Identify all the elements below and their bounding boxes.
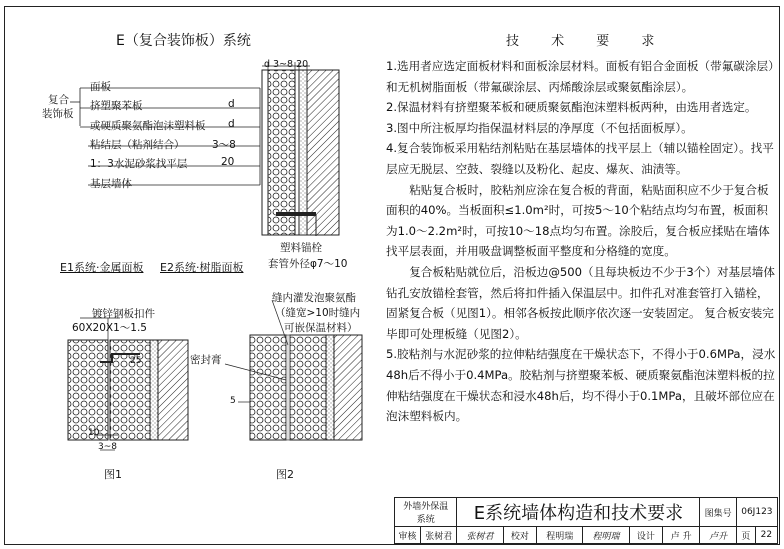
layer-name: 挤塑聚苯板 — [90, 100, 143, 112]
tech-item: 3.图中所注板厚均指保温材料层的净厚度（不包括面板厚）。 — [386, 120, 693, 135]
layer-name: 粘结层（粘剂结合） — [90, 139, 185, 151]
category-cell — [395, 498, 457, 527]
design-label: 设计 — [629, 527, 662, 544]
page-number: 22 — [755, 527, 777, 544]
layer-name: 或硬质聚氨酯泡沫塑料板 — [90, 120, 206, 132]
fig1-dim-25: 25 — [130, 356, 142, 366]
fig1-caption: 图1 — [104, 468, 122, 481]
fig1-dim-3-8: 3~8 — [98, 442, 117, 452]
checker-signature: 程明瑞 — [583, 527, 629, 544]
legend-leader-lines — [70, 88, 260, 185]
reviewer-name: 张树君 — [421, 527, 457, 544]
layer-name: 面板 — [90, 81, 111, 93]
atlas-number: 06J123 — [736, 498, 777, 527]
section-drawing — [0, 0, 380, 500]
drawing-title: E系统墙体构造和技术要求 — [457, 498, 700, 527]
layer-thickness: d — [228, 98, 235, 110]
checker-name: 程明瑞 — [537, 527, 583, 544]
system-title: E（复合装饰板）系统 — [116, 33, 251, 49]
tech-paragraph: 粘贴复合板时，胶粘剂应涂在复合板的背面，粘贴面积应不少于复合板面积的40%。当板面积≤1.0m²时，可按5～10个粘结点均匀布置，板面积为1.0～2.2m²时，可按10～18点均匀布置。涂胶后，复合板应揉贴在墙体找平层表面，并用吸盘调整板面平整度和分格缝的宽度。 — [386, 182, 770, 259]
tech-item: 5.胶粘剂与水泥砂浆的拉伸粘结强度在干燥状态下，不得小于0.6MPa，浸水48h后不得小于0.4MPa。胶粘剂与挤塑聚苯板、硬质聚氨酯泡沫塑料板的拉伸粘结强度在干燥状态和浸水48h后，均不得小于0.1MPa，且破坏部位应在泡沫塑料板内。 — [386, 347, 776, 424]
layer-thickness: 20 — [221, 156, 235, 168]
fig1-clip-size: 60X20X1～1.5 — [72, 322, 147, 334]
anchor-label: 塑料锚栓 — [280, 242, 322, 254]
page-label: 页 — [736, 527, 755, 544]
category-label-2: 系统 — [416, 515, 435, 526]
layer-name: 1：3水泥砂浆找平层 — [90, 158, 188, 170]
tech-item: 1.选用者应选定面板材料和面板涂层材料。面板有铝合金面板（带氟碳涂层）和无机树脂面板（带氟碳涂层、丙烯酸涂层或聚氨酯涂层）。 — [386, 59, 774, 94]
fig2-sealant-label: 密封膏 — [190, 354, 222, 366]
subtitle-e2: E2系统·树脂面板 — [160, 261, 244, 274]
fig2-dim-5: 5 — [230, 396, 236, 406]
fig1-dim-10: 10 — [88, 428, 100, 438]
title-block — [394, 497, 778, 544]
subtitle-e1: E1系统·金属面板 — [60, 261, 144, 274]
fig2-joint-label-2: （缝宽>10时缝内 — [275, 307, 361, 319]
tech-paragraph: 复合板粘贴就位后，沿板边@500（且每块板边不少于3个）对基层墙体钻孔安放锚栓套管，然后将扣件插入保温层中。扣件孔对准套管打入锚栓，固紧复合板（见图1）。相邻各板按此顺序依次逐一安装固定。 复合板安装完毕即可处理板缝（见图2）。 — [386, 264, 775, 341]
anchor-label-2: 套管外径φ7～10 — [268, 258, 348, 270]
wall-section — [262, 62, 339, 236]
category-label: 外墙外保温 — [403, 502, 449, 513]
fig2-caption: 图2 — [276, 468, 294, 481]
tech-item: 4.复合装饰板采用粘结剂粘贴在基层墙体的找平层上（辅以锚栓固定）。找平层应无脱层、空鼓、裂缝以及粉化、起皮、爆灰、油渍等。 — [386, 141, 774, 176]
figure-1-drawing — [68, 318, 188, 450]
fig2-joint-label: 缝内灌发泡聚氨酯 — [272, 292, 356, 304]
designer-name: 卢 升 — [663, 527, 700, 544]
tech-item: 2.保温材料有挤塑聚苯板和硬质聚氨酯泡沫塑料板两种，由选用者选定。 — [386, 100, 757, 115]
review-label: 审核 — [395, 527, 421, 544]
tech-requirements — [386, 56, 776, 427]
layer-name: 基层墙体 — [90, 178, 132, 190]
layer-group-label-2: 装饰板 — [42, 108, 74, 120]
layer-thickness: d — [228, 118, 235, 130]
fig2-joint-label-3: 可嵌保温材料） — [284, 322, 358, 334]
dim-top: d 3~8 20 — [264, 59, 309, 70]
fig1-clip-label: 镀锌钢板扣件 — [92, 308, 155, 320]
layer-thickness: 3～8 — [212, 139, 236, 151]
designer-signature: 卢升 — [700, 527, 736, 544]
reviewer-signature: 张树君 — [457, 527, 503, 544]
check-label: 校对 — [503, 527, 536, 544]
atlas-label: 图集号 — [700, 498, 736, 527]
tech-title: 技 术 要 求 — [506, 34, 669, 49]
layer-group-label: 复合 — [48, 94, 69, 106]
